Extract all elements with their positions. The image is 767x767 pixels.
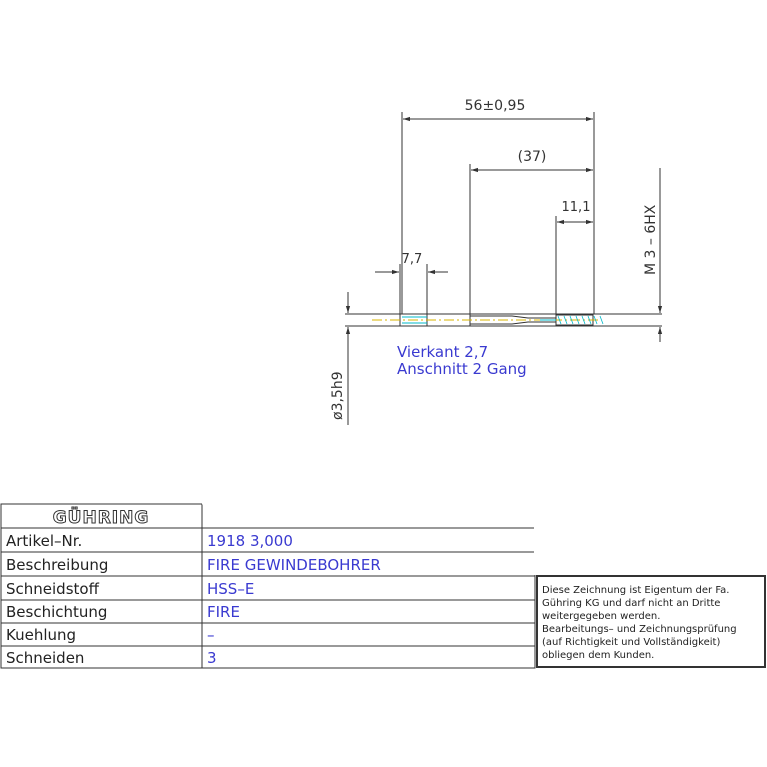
dimension-thread <box>556 216 593 314</box>
row-label: Artikel–Nr. <box>6 532 83 550</box>
dimension-overall-label: 56±0,95 <box>464 98 526 114</box>
disclaimer-text <box>542 585 737 661</box>
row-value: FIRE <box>207 603 240 621</box>
disclaimer-line: (auf Richtigkeit und Vollständigkeit) <box>542 637 721 648</box>
row-label: Kuehlung <box>6 626 77 644</box>
row-value: HSS–E <box>207 580 255 598</box>
disclaimer-line: weitergegeben werden. <box>542 611 661 622</box>
guehring-logo: GÜHRING <box>52 508 150 528</box>
disclaimer-line: Bearbeitungs– und Zeichnungsprüfung <box>542 624 737 635</box>
note-chamfer: Anschnitt 2 Gang <box>397 360 527 378</box>
disclaimer-line: obliegen dem Kunden. <box>542 650 655 661</box>
disclaimer-line: Diese Zeichnung ist Eigentum der Fa. <box>542 585 730 596</box>
disclaimer-line: Gühring KG und darf nicht an Dritte <box>542 598 721 609</box>
row-label: Beschreibung <box>6 556 109 574</box>
diameter-label: ø3,5h9 <box>330 371 346 420</box>
row-label: Schneiden <box>6 649 85 667</box>
thread-label: M 3 – 6HX <box>643 204 659 275</box>
row-value: 3 <box>207 649 217 667</box>
tap-centerline <box>372 316 603 324</box>
note-square: Vierkant 2,7 <box>397 343 489 361</box>
row-value: FIRE GEWINDEBOHRER <box>207 556 381 574</box>
dimension-shank <box>470 164 593 314</box>
row-label: Schneidstoff <box>6 580 99 598</box>
dimension-shank-label: (37) <box>517 149 547 165</box>
dimension-square-label: 7,7 <box>401 252 423 267</box>
row-value: 1918 3,000 <box>207 532 293 550</box>
row-value: – <box>207 626 215 644</box>
row-label: Beschichtung <box>6 603 108 621</box>
dimension-thread-label: 11,1 <box>561 200 591 215</box>
dimension-square <box>375 264 448 314</box>
